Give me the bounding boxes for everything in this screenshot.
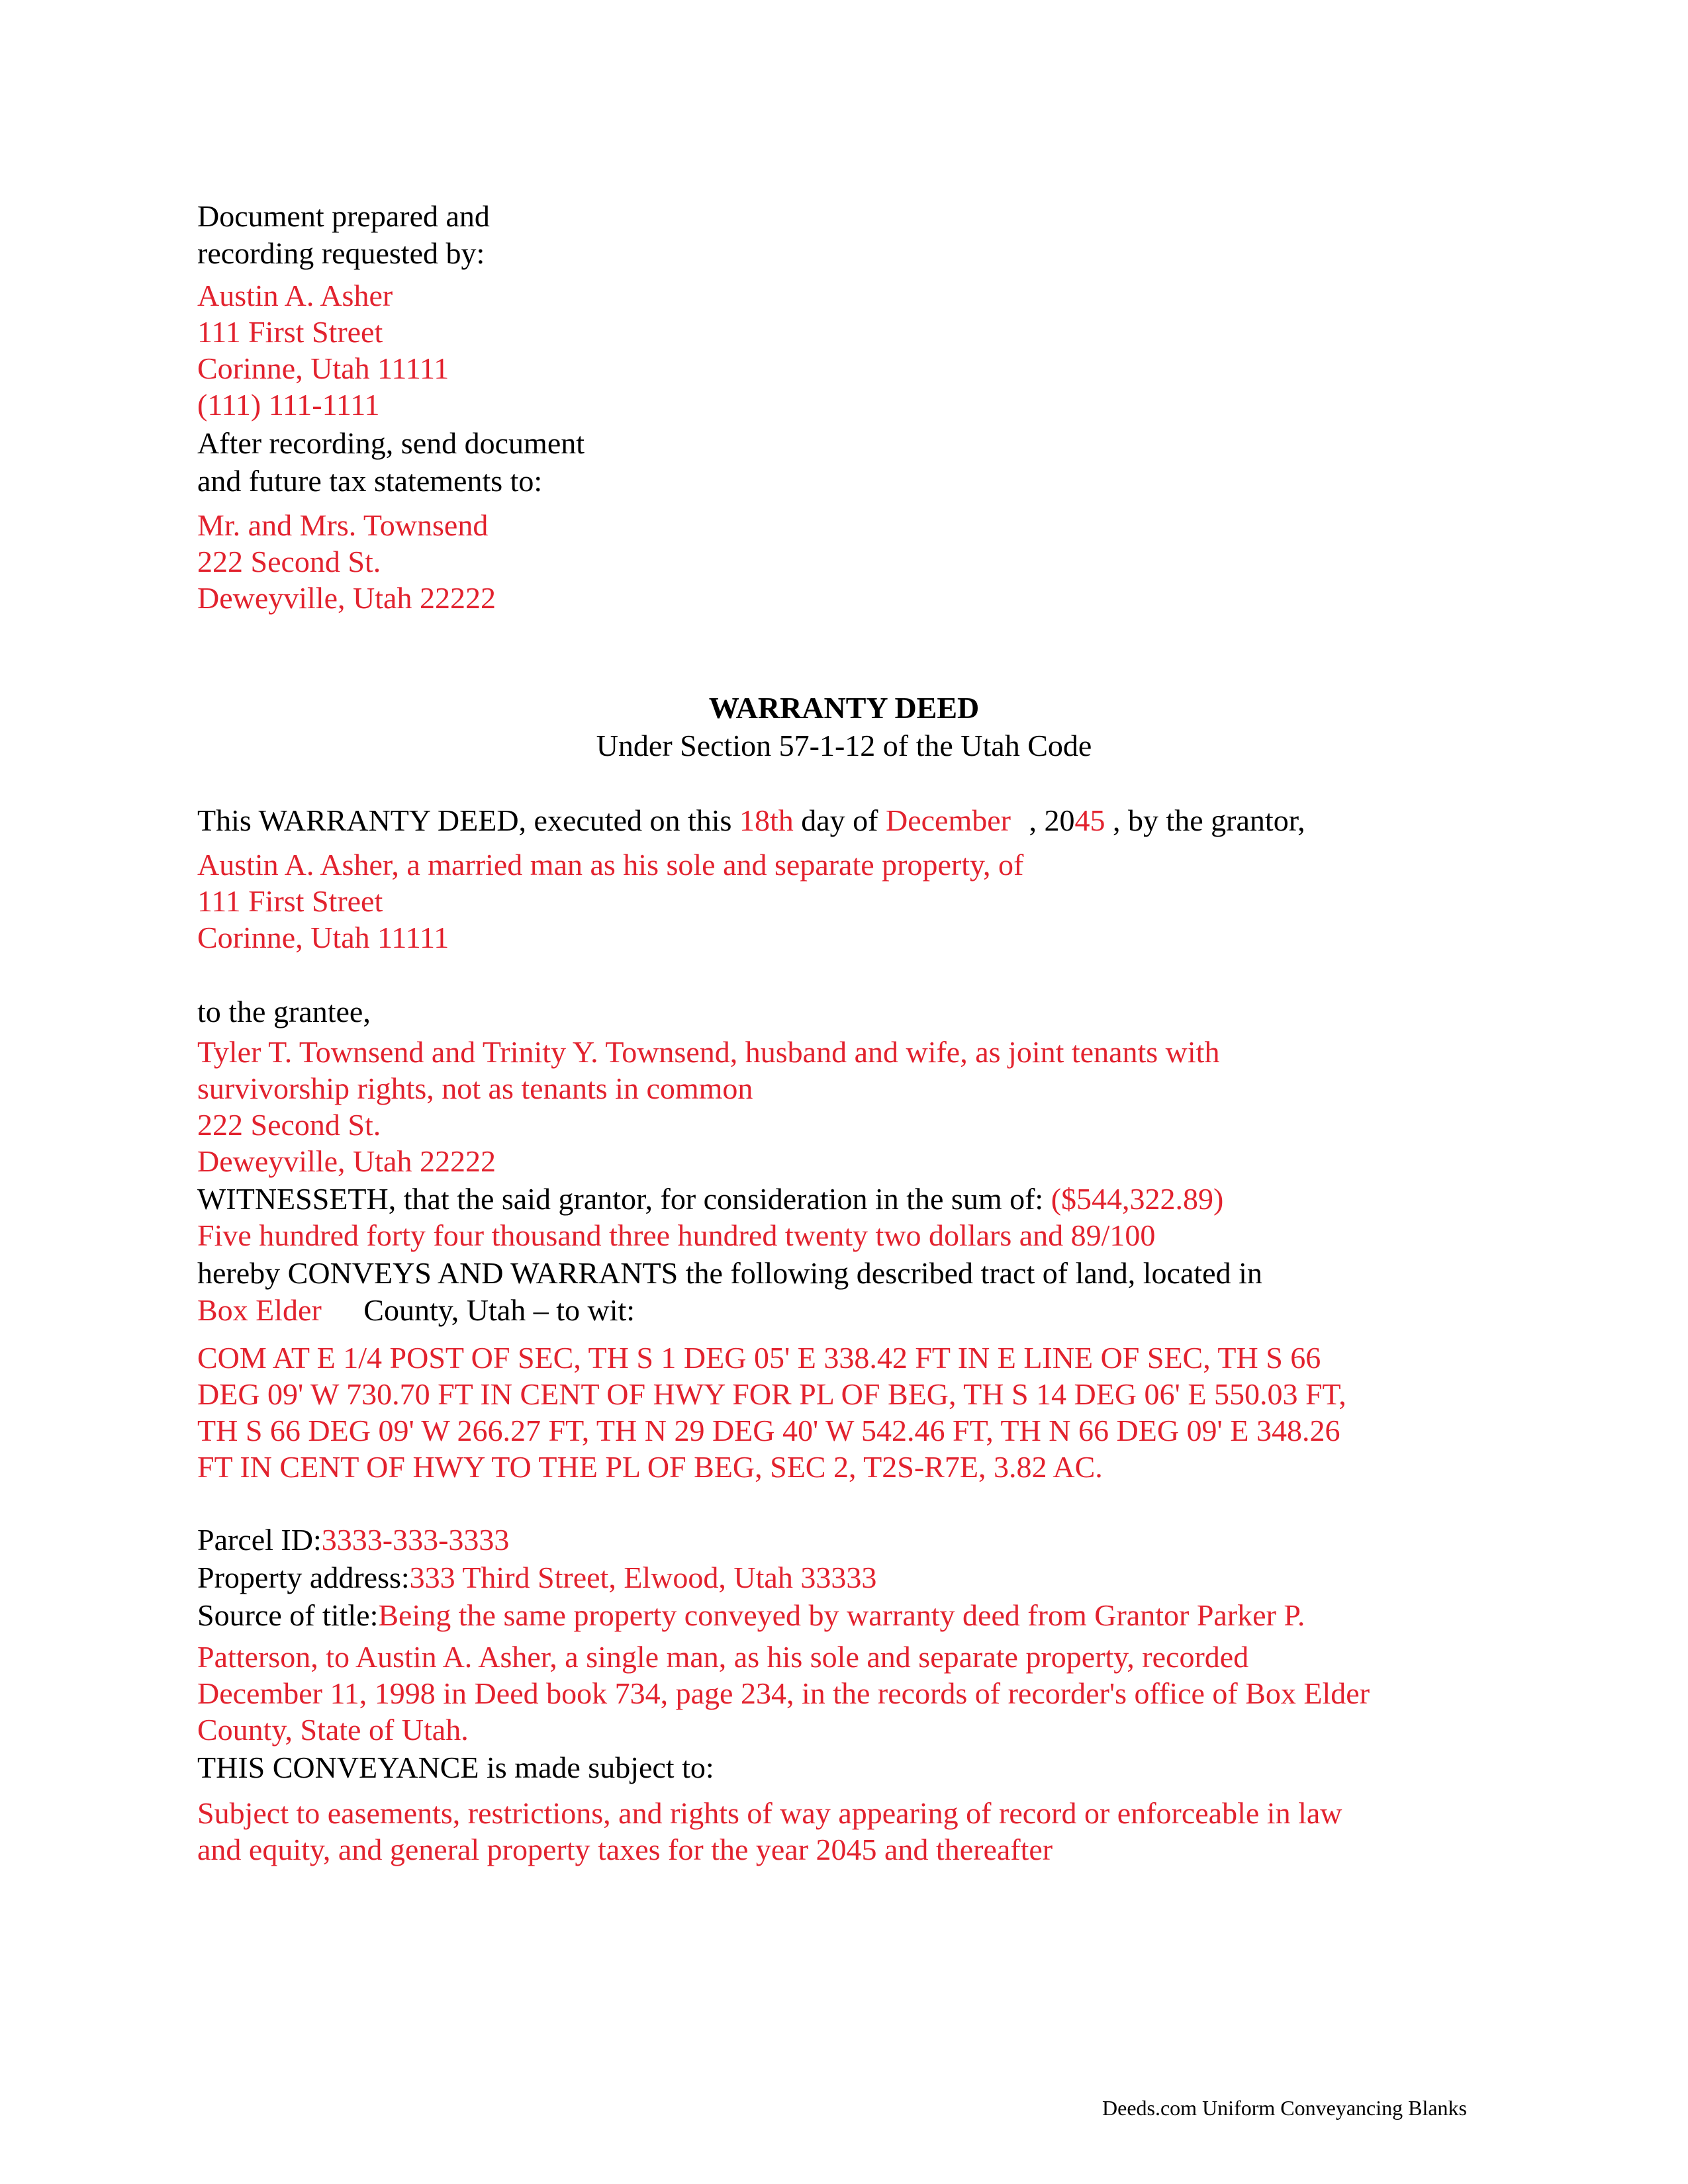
preparer-phone: (111) 111-1111 <box>197 388 380 422</box>
grantor-street: 111 First Street <box>197 884 383 918</box>
return-city: Deweyville, Utah 22222 <box>197 581 496 615</box>
execution-prefix: This WARRANTY DEED, executed on this <box>197 803 732 837</box>
subject-to-label: THIS CONVEYANCE is made subject to: <box>197 1751 714 1784</box>
county-suffix: County, Utah – to wit: <box>363 1293 635 1327</box>
grantor-line1: Austin A. Asher, a married man as his sole and separate property, of <box>197 848 1024 882</box>
document-title: WARRANTY DEED <box>708 691 980 725</box>
preparer-city: Corinne, Utah 11111 <box>197 351 449 385</box>
source-of-title-line4: County, State of Utah. <box>197 1713 469 1747</box>
execution-day: 18th <box>739 803 794 837</box>
legal-description-line: COM AT E 1/4 POST OF SEC, TH S 1 DEG 05' E 338.42 FT IN E LINE OF SEC, TH S 66 <box>197 1341 1321 1375</box>
consideration-line <box>197 1181 1223 1217</box>
return-heading-line1: After recording, send document <box>197 426 585 460</box>
document-subtitle: Under Section 57-1-12 of the Utah Code <box>596 729 1092 762</box>
preparer-heading-line1: Document prepared and <box>197 199 490 233</box>
execution-month: December <box>885 803 1011 837</box>
conveys-line: hereby CONVEYS AND WARRANTS the following described tract of land, located in <box>197 1256 1262 1290</box>
page-footer: Deeds.com Uniform Conveyancing Blanks <box>1102 2096 1467 2120</box>
execution-year-prefix: , 20 <box>1029 803 1075 837</box>
legal-description-line: DEG 09' W 730.70 FT IN CENT OF HWY FOR PL OF BEG, TH S 14 DEG 06' E 550.03 FT, <box>197 1377 1346 1411</box>
return-name: Mr. and Mrs. Townsend <box>197 508 489 542</box>
county-line <box>197 1293 635 1328</box>
preparer-heading-line2: recording requested by: <box>197 236 485 270</box>
parcel-line <box>197 1522 509 1558</box>
grantee-city: Deweyville, Utah 22222 <box>197 1144 496 1178</box>
property-address-value: 333 Third Street, Elwood, Utah 33333 <box>409 1561 877 1594</box>
consideration-words: Five hundred forty four thousand three hundred twenty two dollars and 89/100 <box>197 1218 1156 1252</box>
return-heading-line2: and future tax statements to: <box>197 464 543 498</box>
source-of-title-line1: Being the same property conveyed by warranty deed from Grantor Parker P. <box>378 1598 1305 1632</box>
execution-line <box>197 803 1305 839</box>
preparer-street: 111 First Street <box>197 315 383 349</box>
grantee-line2: survivorship rights, not as tenants in common <box>197 1071 753 1105</box>
subject-to-line2: and equity, and general property taxes for the year 2045 and thereafter <box>197 1833 1053 1866</box>
execution-suffix: , by the grantor, <box>1112 803 1305 837</box>
source-of-title-label: Source of title: <box>197 1598 379 1632</box>
source-of-title-line2: Patterson, to Austin A. Asher, a single man, as his sole and separate property, recorded <box>197 1640 1249 1674</box>
preparer-name: Austin A. Asher <box>197 279 393 312</box>
county-name: Box Elder <box>197 1293 322 1327</box>
return-street: 222 Second St. <box>197 545 381 578</box>
grantee-street: 222 Second St. <box>197 1108 381 1142</box>
grantee-line1: Tyler T. Townsend and Trinity Y. Townsend, husband and wife, as joint tenants with <box>197 1035 1220 1069</box>
consideration-prefix: WITNESSETH, that the said grantor, for consideration in the sum of: <box>197 1182 1044 1216</box>
property-address-label: Property address: <box>197 1561 410 1594</box>
execution-day-of: day of <box>801 803 878 837</box>
parcel-value: 3333-333-3333 <box>321 1523 510 1557</box>
parcel-label: Parcel ID: <box>197 1523 322 1557</box>
subject-to-line1: Subject to easements, restrictions, and rights of way appearing of record or enforceable in law <box>197 1796 1342 1830</box>
grantor-city: Corinne, Utah 11111 <box>197 921 449 954</box>
source-of-title-line <box>197 1598 1305 1633</box>
legal-description-line: TH S 66 DEG 09' W 266.27 FT, TH N 29 DEG 40' W 542.46 FT, TH N 66 DEG 09' E 348.26 <box>197 1414 1340 1447</box>
property-address-line <box>197 1560 876 1596</box>
grantee-intro: to the grantee, <box>197 995 371 1028</box>
execution-year-suffix: 45 <box>1074 803 1105 837</box>
legal-description-line: FT IN CENT OF HWY TO THE PL OF BEG, SEC 2, T2S-R7E, 3.82 AC. <box>197 1450 1103 1484</box>
consideration-amount: ($544,322.89) <box>1051 1182 1224 1216</box>
source-of-title-line3: December 11, 1998 in Deed book 734, page 234, in the records of recorder's office of Box Elder <box>197 1676 1370 1710</box>
